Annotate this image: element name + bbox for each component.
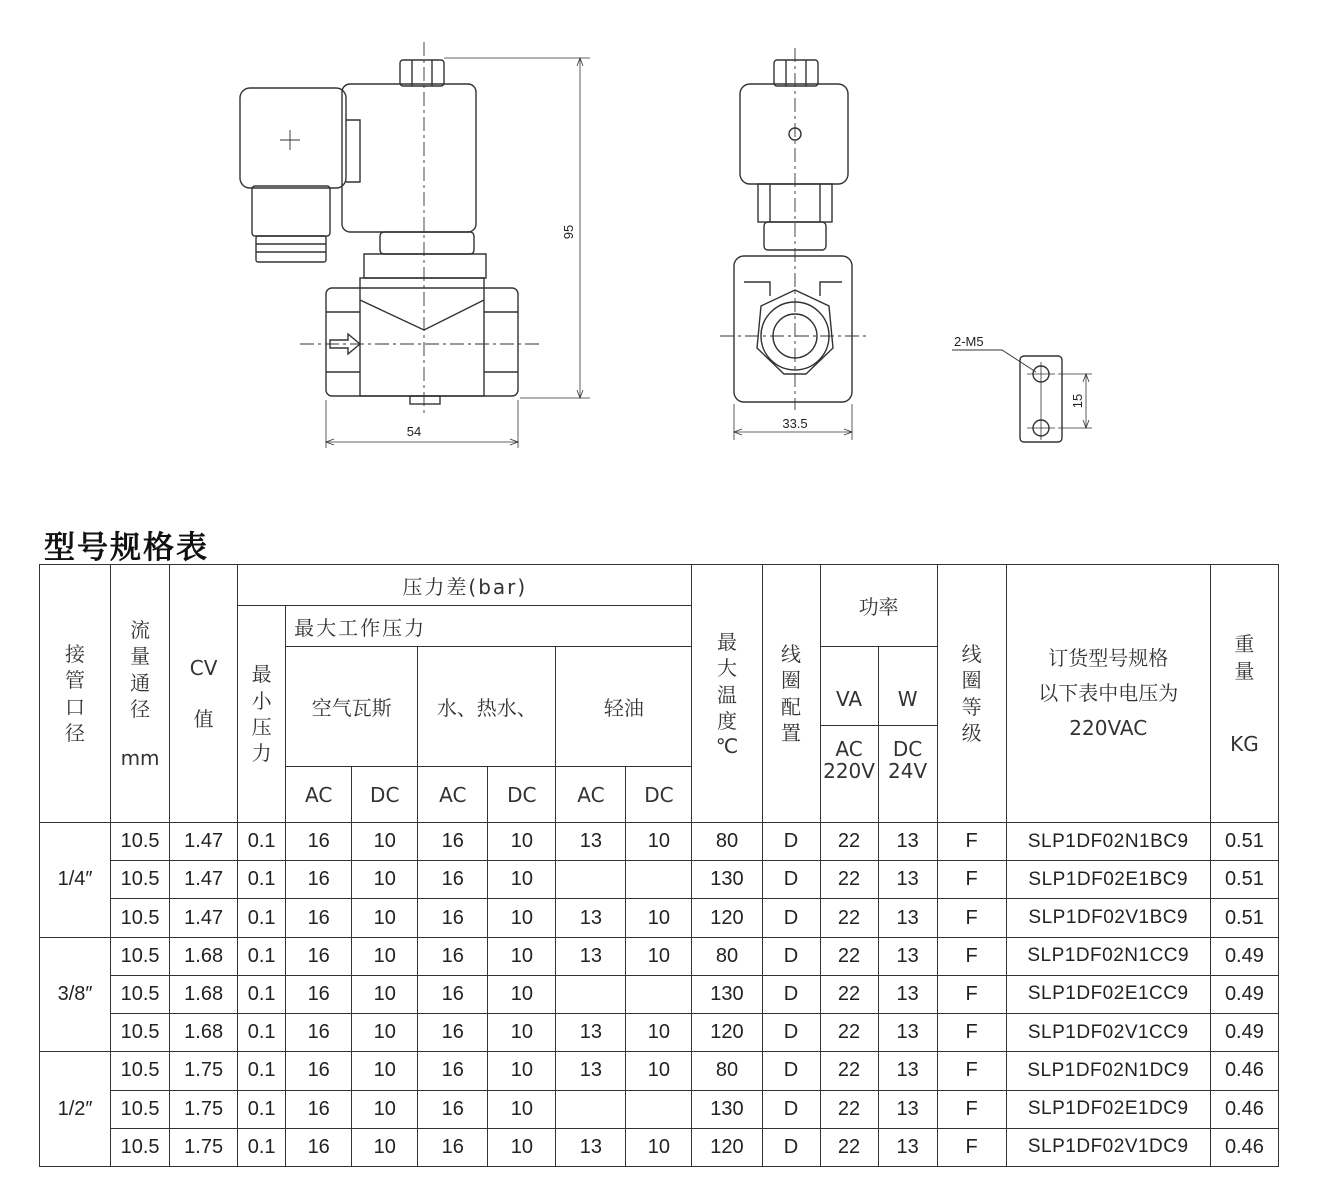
table-header [40,565,1279,823]
cell-water-dc: 10 [488,899,556,937]
header-order-code: 订货型号规格 以下表中电压为 220VAC [1006,565,1210,823]
spec-table [39,564,1279,1167]
cell-port-size: 1/4″ [40,823,111,938]
cell-coil-class: F [937,975,1006,1013]
cell-flow-bore: 10.5 [111,1090,170,1128]
cell-flow-bore: 10.5 [111,937,170,975]
cell-coil-class: F [937,899,1006,937]
cell-model-code: SLP1DF02E1BC9 [1006,861,1210,899]
cell-water-ac: 16 [418,1090,488,1128]
cell-min-pressure: 0.1 [238,861,286,899]
cell-air-ac: 16 [286,975,352,1013]
cell-coil-config: D [762,937,820,975]
header-water-dc: DC [488,767,556,823]
height-dimension-label: 95 [561,224,576,240]
cell-oil-ac: 13 [556,1052,626,1090]
cell-air-dc: 10 [352,975,418,1013]
cell-water-dc: 10 [488,861,556,899]
cell-max-temp: 80 [692,823,762,861]
header-power: 功率 [820,565,937,647]
table-row [40,937,1279,975]
table-row [40,1052,1279,1090]
cell-power-va: 22 [820,1090,878,1128]
cell-oil-dc [626,861,692,899]
header-power-va: VA AC 220V [820,647,878,823]
cell-oil-ac [556,1090,626,1128]
cell-cv: 1.68 [170,1014,238,1052]
mount-hole-label: 2-M5 [954,334,984,349]
cell-flow-bore: 10.5 [111,975,170,1013]
cell-power-va: 22 [820,937,878,975]
cell-model-code: SLP1DF02E1CC9 [1006,975,1210,1013]
cell-power-w: 13 [878,1128,937,1166]
header-max-temp: 最大温度 ℃ [692,565,762,823]
cell-port-size: 3/8″ [40,937,111,1052]
cell-weight: 0.51 [1210,861,1278,899]
cell-water-dc: 10 [488,1090,556,1128]
table-row [40,861,1279,899]
cell-water-ac: 16 [418,1128,488,1166]
cell-coil-config: D [762,975,820,1013]
cell-power-va: 22 [820,975,878,1013]
cell-coil-config: D [762,861,820,899]
cell-coil-config: D [762,1090,820,1128]
cell-cv: 1.47 [170,899,238,937]
cell-water-ac: 16 [418,1014,488,1052]
cell-min-pressure: 0.1 [238,1052,286,1090]
table-row [40,899,1279,937]
valve-side-view [720,48,870,440]
cell-power-w: 13 [878,1014,937,1052]
cell-water-dc: 10 [488,1014,556,1052]
cell-coil-config: D [762,823,820,861]
cell-max-temp: 120 [692,1128,762,1166]
cell-flow-bore: 10.5 [111,1128,170,1166]
cell-coil-class: F [937,937,1006,975]
cell-weight: 0.46 [1210,1090,1278,1128]
cell-oil-dc: 10 [626,1014,692,1052]
cell-power-w: 13 [878,937,937,975]
cell-flow-bore: 10.5 [111,861,170,899]
cell-coil-class: F [937,1090,1006,1128]
header-air-dc: DC [352,767,418,823]
cell-air-dc: 10 [352,899,418,937]
cell-coil-class: F [937,823,1006,861]
cell-power-w: 13 [878,861,937,899]
cell-weight: 0.49 [1210,1014,1278,1052]
cell-power-w: 13 [878,975,937,1013]
cell-cv: 1.75 [170,1052,238,1090]
cell-oil-dc: 10 [626,823,692,861]
cell-water-dc: 10 [488,1052,556,1090]
cell-oil-dc [626,975,692,1013]
header-weight: 重量 KG [1210,565,1278,823]
cell-power-va: 22 [820,861,878,899]
cell-power-w: 13 [878,899,937,937]
cell-cv: 1.75 [170,1090,238,1128]
cell-air-dc: 10 [352,1052,418,1090]
cell-water-dc: 10 [488,1128,556,1166]
header-power-w: W DC 24V [878,647,937,823]
cell-cv: 1.47 [170,823,238,861]
cell-water-ac: 16 [418,899,488,937]
cell-power-w: 13 [878,823,937,861]
cell-min-pressure: 0.1 [238,1128,286,1166]
cell-oil-ac: 13 [556,899,626,937]
cell-water-ac: 16 [418,975,488,1013]
cell-air-dc: 10 [352,861,418,899]
cell-min-pressure: 0.1 [238,1014,286,1052]
cell-flow-bore: 10.5 [111,1052,170,1090]
cell-model-code: SLP1DF02N1DC9 [1006,1052,1210,1090]
cell-coil-class: F [937,1014,1006,1052]
cell-air-ac: 16 [286,1128,352,1166]
cell-cv: 1.47 [170,861,238,899]
side-width-dimension-label: 33.5 [782,416,808,431]
cell-air-ac: 16 [286,937,352,975]
header-media-water: 水、热水、 [418,647,556,767]
cell-flow-bore: 10.5 [111,1014,170,1052]
cell-air-dc: 10 [352,1090,418,1128]
cell-cv: 1.68 [170,937,238,975]
cell-coil-config: D [762,1052,820,1090]
header-media-oil: 轻油 [556,647,692,767]
cell-air-ac: 16 [286,861,352,899]
header-media-air: 空气瓦斯 [286,647,418,767]
cell-max-temp: 130 [692,975,762,1013]
cell-power-w: 13 [878,1090,937,1128]
cell-power-va: 22 [820,823,878,861]
header-oil-dc: DC [626,767,692,823]
cell-coil-class: F [937,1128,1006,1166]
header-coil-class: 线圈等级 [937,565,1006,823]
header-min-pressure: 最小压力 [238,606,286,823]
cell-cv: 1.68 [170,975,238,1013]
cell-min-pressure: 0.1 [238,1090,286,1128]
cell-oil-dc: 10 [626,1052,692,1090]
cell-power-va: 22 [820,899,878,937]
cell-weight: 0.51 [1210,899,1278,937]
table-row [40,823,1279,861]
cell-air-dc: 10 [352,937,418,975]
cell-max-temp: 80 [692,1052,762,1090]
header-air-ac: AC [286,767,352,823]
cell-power-va: 22 [820,1128,878,1166]
header-oil-ac: AC [556,767,626,823]
cell-model-code: SLP1DF02E1DC9 [1006,1090,1210,1128]
cell-water-ac: 16 [418,937,488,975]
cell-flow-bore: 10.5 [111,899,170,937]
cell-water-ac: 16 [418,1052,488,1090]
cell-weight: 0.49 [1210,975,1278,1013]
cell-port-size: 1/2″ [40,1052,111,1167]
cell-cv: 1.75 [170,1128,238,1166]
table-body [40,823,1279,1167]
header-max-working-pressure: 最大工作压力 [286,606,692,647]
header-cv: CV 值 [170,565,238,823]
cell-min-pressure: 0.1 [238,899,286,937]
header-port-size: 接管口径 [40,565,111,823]
header-flow-bore: 流量通径 mm [111,565,170,823]
cell-air-dc: 10 [352,823,418,861]
cell-oil-ac [556,975,626,1013]
cell-max-temp: 120 [692,899,762,937]
cell-model-code: SLP1DF02N1BC9 [1006,823,1210,861]
cell-max-temp: 130 [692,1090,762,1128]
cell-oil-dc: 10 [626,937,692,975]
cell-model-code: SLP1DF02V1CC9 [1006,1014,1210,1052]
cell-min-pressure: 0.1 [238,975,286,1013]
cell-model-code: SLP1DF02V1BC9 [1006,899,1210,937]
header-water-ac: AC [418,767,488,823]
cell-power-va: 22 [820,1014,878,1052]
cell-coil-config: D [762,1014,820,1052]
cell-coil-class: F [937,861,1006,899]
cell-water-ac: 16 [418,861,488,899]
table-row [40,1090,1279,1128]
header-pressure-diff: 压力差(bar) [238,565,692,606]
mount-spacing-label: 15 [1070,393,1085,409]
cell-coil-config: D [762,1128,820,1166]
table-row [40,1128,1279,1166]
valve-drawings [0,0,1333,500]
cell-max-temp: 120 [692,1014,762,1052]
cell-oil-ac: 13 [556,823,626,861]
cell-water-dc: 10 [488,823,556,861]
cell-weight: 0.51 [1210,823,1278,861]
cell-min-pressure: 0.1 [238,937,286,975]
cell-max-temp: 130 [692,861,762,899]
cell-weight: 0.46 [1210,1052,1278,1090]
cell-oil-ac: 13 [556,1014,626,1052]
cell-oil-dc: 10 [626,899,692,937]
cell-air-ac: 16 [286,1014,352,1052]
cell-air-ac: 16 [286,1090,352,1128]
cell-oil-ac: 13 [556,1128,626,1166]
cell-model-code: SLP1DF02V1DC9 [1006,1128,1210,1166]
header-coil-config: 线圈配置 [762,565,820,823]
cell-oil-ac: 13 [556,937,626,975]
cell-oil-dc: 10 [626,1128,692,1166]
cell-power-va: 22 [820,1052,878,1090]
cell-water-dc: 10 [488,937,556,975]
cell-air-ac: 16 [286,899,352,937]
cell-air-ac: 16 [286,823,352,861]
cell-water-dc: 10 [488,975,556,1013]
cell-flow-bore: 10.5 [111,823,170,861]
table-row [40,975,1279,1013]
cell-model-code: SLP1DF02N1CC9 [1006,937,1210,975]
cell-weight: 0.46 [1210,1128,1278,1166]
valve-front-view [240,42,590,448]
cell-max-temp: 80 [692,937,762,975]
cell-air-dc: 10 [352,1014,418,1052]
cell-min-pressure: 0.1 [238,823,286,861]
cell-water-ac: 16 [418,823,488,861]
table-row [40,1014,1279,1052]
cell-weight: 0.49 [1210,937,1278,975]
cell-air-dc: 10 [352,1128,418,1166]
cell-air-ac: 16 [286,1052,352,1090]
cell-power-w: 13 [878,1052,937,1090]
cell-coil-class: F [937,1052,1006,1090]
width-dimension-label: 54 [406,424,422,439]
cell-oil-ac [556,861,626,899]
cell-oil-dc [626,1090,692,1128]
table-title: 型号规格表 [44,530,209,566]
cell-coil-config: D [762,899,820,937]
